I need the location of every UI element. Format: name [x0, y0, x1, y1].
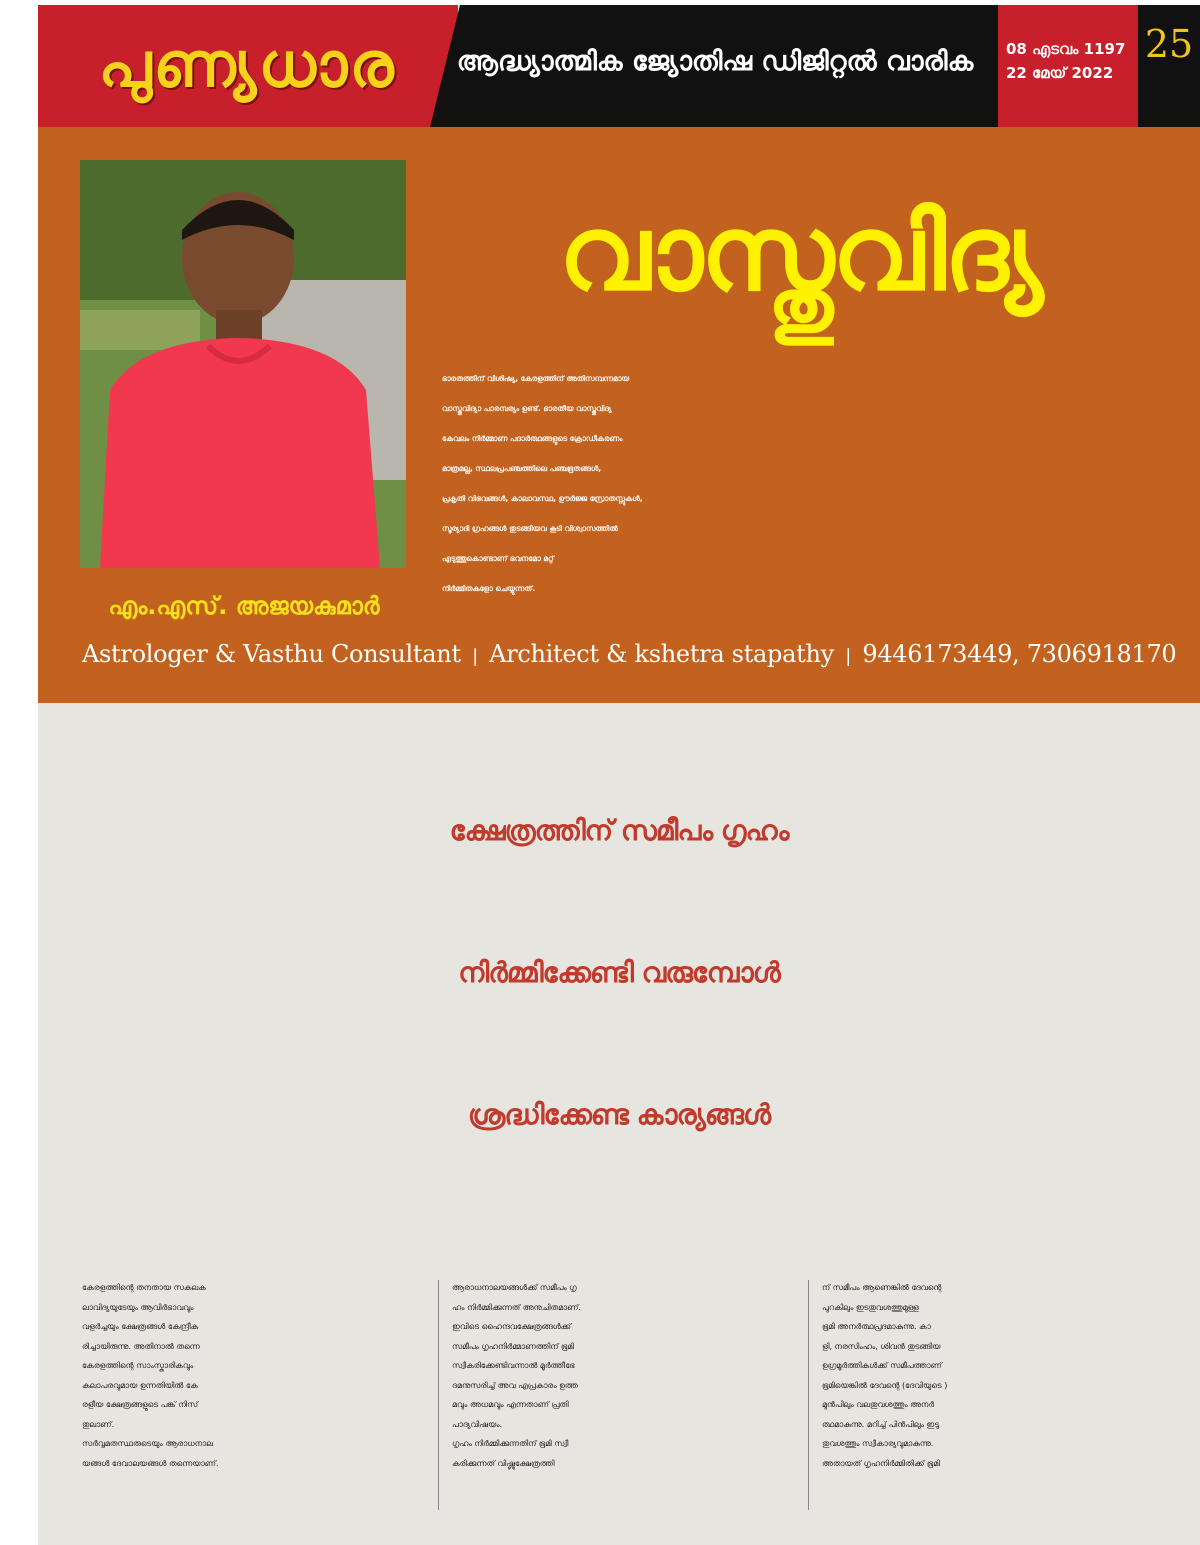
- article-line: ളി, നരസിംഹം, ശിവൻ തുടങ്ങിയ: [822, 1341, 941, 1351]
- masthead-tagline: ആദ്ധ്യാത്മിക ജ്യോതിഷ ഡിജിറ്റൽ വാരിക: [456, 46, 974, 77]
- intro-line: നിർമ്മിതകളോ ചെയ്യുന്നത്.: [442, 584, 536, 593]
- article-line: കലാപരവുമായ ഉന്നതിയിൽ കേ: [82, 1380, 198, 1390]
- credit-role-architect: Architect & kshetra stapathy: [489, 640, 834, 668]
- date-malayalam: 08 എടവം 1197: [1006, 40, 1126, 58]
- article-line: യങ്ങൾ ദേവാലയങ്ങൾ തന്നെയാണ്.: [82, 1458, 219, 1468]
- article-line: തുവശത്തും സ്വീകാര്യവുമാകുന്നു.: [822, 1439, 934, 1448]
- intro-line: സൂര്യാദി ഗ്രഹങ്ങൾ തുടങ്ങിയവ കൂടി വിശ്വാസത്തിൽ: [442, 524, 618, 533]
- column-title: വാസ്തുവിദ്യ: [558, 192, 1042, 314]
- credit-role-astrologer: Astrologer & Vasthu Consultant: [82, 640, 461, 668]
- intro-line: മാത്രമല്ല, സ്ഥലപ്രപഞ്ചത്തിലെ പഞ്ചഭൂതങ്ങൾ,: [442, 464, 602, 473]
- article-column-2: [452, 1278, 800, 1473]
- article-column-3: [822, 1278, 1170, 1473]
- article-line: കരിക്കുന്നത് വിഷ്ണുക്ഷേത്രത്തി: [452, 1458, 555, 1468]
- credit-separator: |: [472, 646, 478, 667]
- article-line: മവും അധമവും എന്നതാണ് പ്രതി: [452, 1400, 569, 1409]
- masthead-logo: പുണ്യധാര: [98, 28, 396, 101]
- author-credits: [82, 640, 1192, 668]
- article-line: അതായത് ഗൃഹനിർമ്മിതിക്ക് ഭൂമി: [822, 1458, 940, 1468]
- article-line: ന് സമീപം ആണെങ്കിൽ ദേവന്റെ: [822, 1283, 942, 1292]
- article-line: ഗൃഹം നിർമ്മിക്കുന്നതിന് ഭൂമി സ്വീ: [452, 1439, 569, 1448]
- article-line: കേരളത്തിന്റെ തനതായ സകലക: [82, 1283, 206, 1292]
- intro-line: പ്രകൃതി വിഭവങ്ങൾ, കാലാവസ്ഥ, ഊർജ്ജ സ്രോതസ്സുകൾ,: [442, 494, 643, 503]
- article-line: ഹം നിർമ്മിക്കുന്നത് അനുചിതമാണ്.: [452, 1302, 582, 1312]
- column-rule: [438, 1280, 439, 1510]
- intro-line: എടുത്തുകൊണ്ടാണ് ഭവനമോ മറ്റ്: [442, 554, 554, 563]
- article-line: ഇവിടെ ഹൈന്ദവക്ഷേത്രങ്ങൾക്ക്: [452, 1322, 572, 1331]
- article-line: രിച്ചായിരുന്നു. അതിനാൽ തന്നെ: [82, 1341, 200, 1351]
- page-number: 25: [1144, 22, 1194, 66]
- column-rule: [808, 1280, 809, 1510]
- credit-separator: |: [845, 646, 851, 667]
- author-portrait-image: [80, 160, 406, 568]
- article-line: കേരളത്തിന്റെ സാംസ്കാരികവും: [82, 1361, 194, 1370]
- author-photo: [80, 160, 406, 568]
- article-line: തുലാണ്.: [82, 1419, 115, 1429]
- article-column-1: [82, 1278, 430, 1473]
- article-line: ആരാധനാലയങ്ങൾക്ക് സമീപം ഗൃ: [452, 1283, 577, 1292]
- headline-line: ശ്രദ്ധിക്കേണ്ട കാര്യങ്ങൾ: [467, 1098, 771, 1131]
- intro-line: വാസ്തുവിദ്യാ പാരമ്പര്യം ഉണ്ട്. ഭാരതീയ വാസ്തുവിദ്യ: [442, 404, 612, 413]
- headline-line: നിർമ്മിക്കേണ്ടി വരുമ്പോൾ: [458, 956, 780, 989]
- headline-line: ക്ഷേത്രത്തിന് സമീപം ഗൃഹം: [449, 814, 789, 847]
- article-line: ഭൂമി അനർത്ഥപ്രദമാകുന്നു. കാ: [822, 1322, 931, 1331]
- article-line: വളർച്ചയും ക്ഷേത്രങ്ങൾ കേന്ദ്രീക: [82, 1322, 199, 1331]
- article-line: ദമനുസരിച്ച് അവ എപ്രകാരം ഉത്ത: [452, 1380, 578, 1390]
- article-line: പാദ്യവിഷയം.: [452, 1419, 503, 1429]
- article-headline: [38, 760, 1200, 1186]
- article-line: രളീയ ക്ഷേത്രങ്ങളുടെ പങ്ക് നിസ്: [82, 1400, 199, 1409]
- column-intro: [442, 364, 1182, 604]
- article-line: ഉഗ്രമൂർത്തികൾക്ക് സമീപത്താണ്: [822, 1361, 942, 1370]
- intro-line: ഭാരതത്തിന് വിശിഷ്യ, കേരളത്തിന് അതിസമ്പന്നമായ: [442, 374, 630, 383]
- author-name: എം.എസ്. അജയകുമാർ: [108, 592, 380, 620]
- article-line: മുൻപിലും വലതുവശത്തും അനർ: [822, 1400, 935, 1409]
- article-line: സമീപം ഗൃഹനിർമ്മാണത്തിന് ഭൂമി: [452, 1341, 574, 1351]
- article-line: സ്വീകരിക്കേണ്ടിവന്നാൽ മൂർത്തീഭേ: [452, 1361, 575, 1370]
- article-line: ലാവിദ്യയുടേയും ആവിർഭാവവും: [82, 1302, 194, 1312]
- article-line: ത്ഥമാകുന്നു. മറിച്ച് പിൻപിലും ഇടു: [822, 1419, 940, 1429]
- credit-phone-numbers: 9446173449, 7306918170: [862, 640, 1177, 668]
- date-gregorian: 22 മേയ് 2022: [1006, 64, 1114, 82]
- article-line: ഭൂമിയെങ്കിൽ ദേവന്റെ (ദേവിയുടെ ): [822, 1380, 948, 1390]
- intro-line: കേവലം നിർമ്മാണ പദാർത്ഥങ്ങളുടെ ക്രോഡീകരണം: [442, 434, 623, 443]
- article-line: സർവ്വമതസ്ഥരുടെയും ആരാധനാല: [82, 1439, 214, 1448]
- article-line: പുറകിലും ഇടതുവശത്തുമുള്ള: [822, 1302, 919, 1312]
